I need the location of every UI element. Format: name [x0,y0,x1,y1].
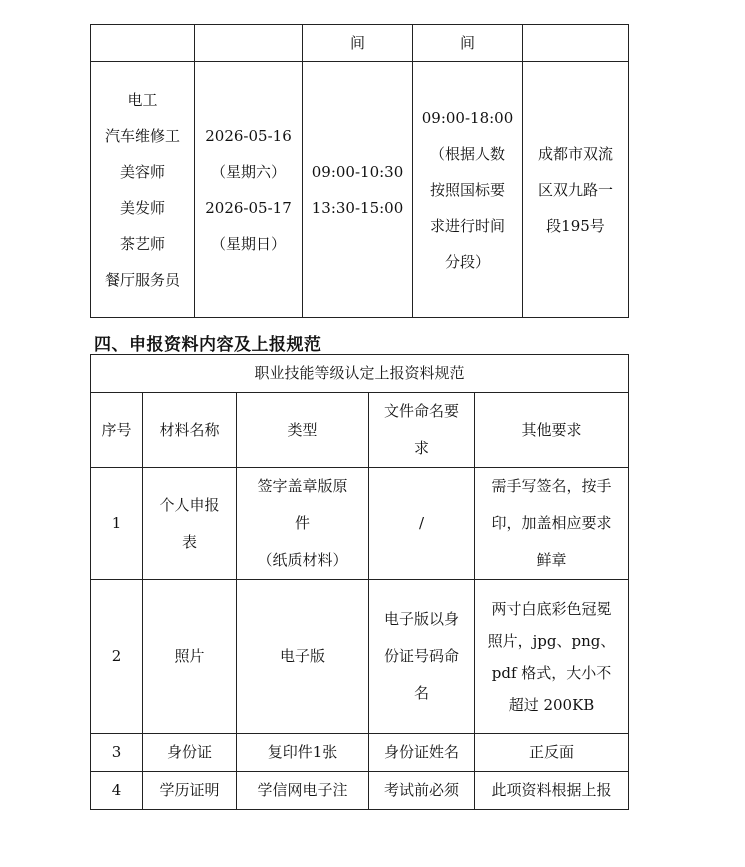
row-other-line: 超过 200KB [508,695,595,714]
row-no: 4 [91,772,143,810]
row-naming-line: 份证号码命 [383,647,459,665]
header-type: 类型 [237,393,369,468]
practical-time-cell [413,62,523,318]
row-type: 学信网电子注 [237,772,369,810]
exam-schedule-table [90,24,629,318]
occupation: 电工 [127,90,158,109]
row-type-line: 签字盖章版原 [257,477,348,495]
table-row [91,580,629,734]
schedule-row [91,62,629,318]
time-line: （根据人数 [429,144,505,163]
location-line: 成都市双流 [537,144,613,163]
materials-title-row [91,355,629,393]
row-type-line: （纸质材料） [257,551,348,569]
row-type-line: 件 [294,514,310,532]
schedule-header-cell: 间 [303,25,413,62]
row-other-line: 两寸白底彩色冠冕 [491,599,612,618]
row-other: 正反面 [475,734,629,772]
table-row [91,468,629,580]
row-other-line: pdf 格式，大小不 [491,663,612,682]
row-other-line: 照片，jpg、png、 [487,631,616,650]
row-type: 复印件1张 [237,734,369,772]
occupation: 美发师 [119,198,165,217]
row-other: 此项资料根据上报 [475,772,629,810]
date-line: （星期日） [210,234,286,253]
schedule-header-cell [195,25,303,62]
row-name: 学历证明 [143,772,237,810]
row-name [143,468,237,580]
header-naming-line: 文件命名要 [383,402,459,420]
schedule-header-cell: 间 [413,25,523,62]
time-line: 求进行时间 [429,216,505,235]
header-naming [369,393,475,468]
row-naming [369,580,475,734]
row-other-line: 鲜章 [536,551,567,569]
row-name-line: 表 [181,532,197,551]
row-naming-line: 名 [413,684,429,702]
row-name-line: 个人申报 [159,495,220,514]
schedule-header-cell [523,25,629,62]
row-naming-line: 电子版以身 [383,610,459,628]
row-naming-line: / [418,514,425,532]
row-name: 身份证 [143,734,237,772]
row-no: 1 [91,468,143,580]
row-other [475,468,629,580]
location-line: 区双九路一 [537,180,613,199]
header-naming-line: 求 [413,439,429,457]
time-line: 分段） [444,252,490,271]
occupation: 茶艺师 [119,234,165,253]
occupation: 美容师 [119,162,165,181]
row-type [237,580,369,734]
row-naming: 身份证姓名 [369,734,475,772]
row-name [143,580,237,734]
occupation: 餐厅服务员 [104,270,180,289]
row-other [475,580,629,734]
row-no: 3 [91,734,143,772]
row-type-line: 电子版 [279,647,325,665]
location-line: 段195号 [546,216,605,235]
schedule-header-row [91,25,629,62]
time-line: 13:30-15:00 [311,198,404,217]
table-row [91,772,629,810]
row-other-line: 印，加盖相应要求 [491,514,612,532]
materials-spec-table [90,354,629,810]
time-line: 09:00-18:00 [421,108,514,127]
row-naming [369,468,475,580]
header-name: 材料名称 [143,393,237,468]
occupations-cell [91,62,195,318]
section-heading: 四、申报资料内容及上报规范 [94,335,322,355]
row-name-line: 照片 [174,647,205,665]
date-line: 2026-05-16 [205,126,292,145]
time-line: 按照国标要 [429,180,505,199]
header-no: 序号 [91,393,143,468]
row-naming: 考试前必须 [369,772,475,810]
location-cell [523,62,629,318]
date-line: 2026-05-17 [205,198,292,217]
table-row [91,734,629,772]
schedule-header-cell [91,25,195,62]
date-line: （星期六） [210,162,286,181]
exam-times-cell [303,62,413,318]
row-no: 2 [91,580,143,734]
dates-cell [195,62,303,318]
time-line: 09:00-10:30 [311,162,404,181]
row-type [237,468,369,580]
occupation: 汽车维修工 [104,126,180,145]
row-other-line: 需手写签名，按手 [491,477,612,495]
materials-table-title: 职业技能等级认定上报资料规范 [91,355,629,393]
materials-header-row [91,393,629,468]
header-other: 其他要求 [475,393,629,468]
